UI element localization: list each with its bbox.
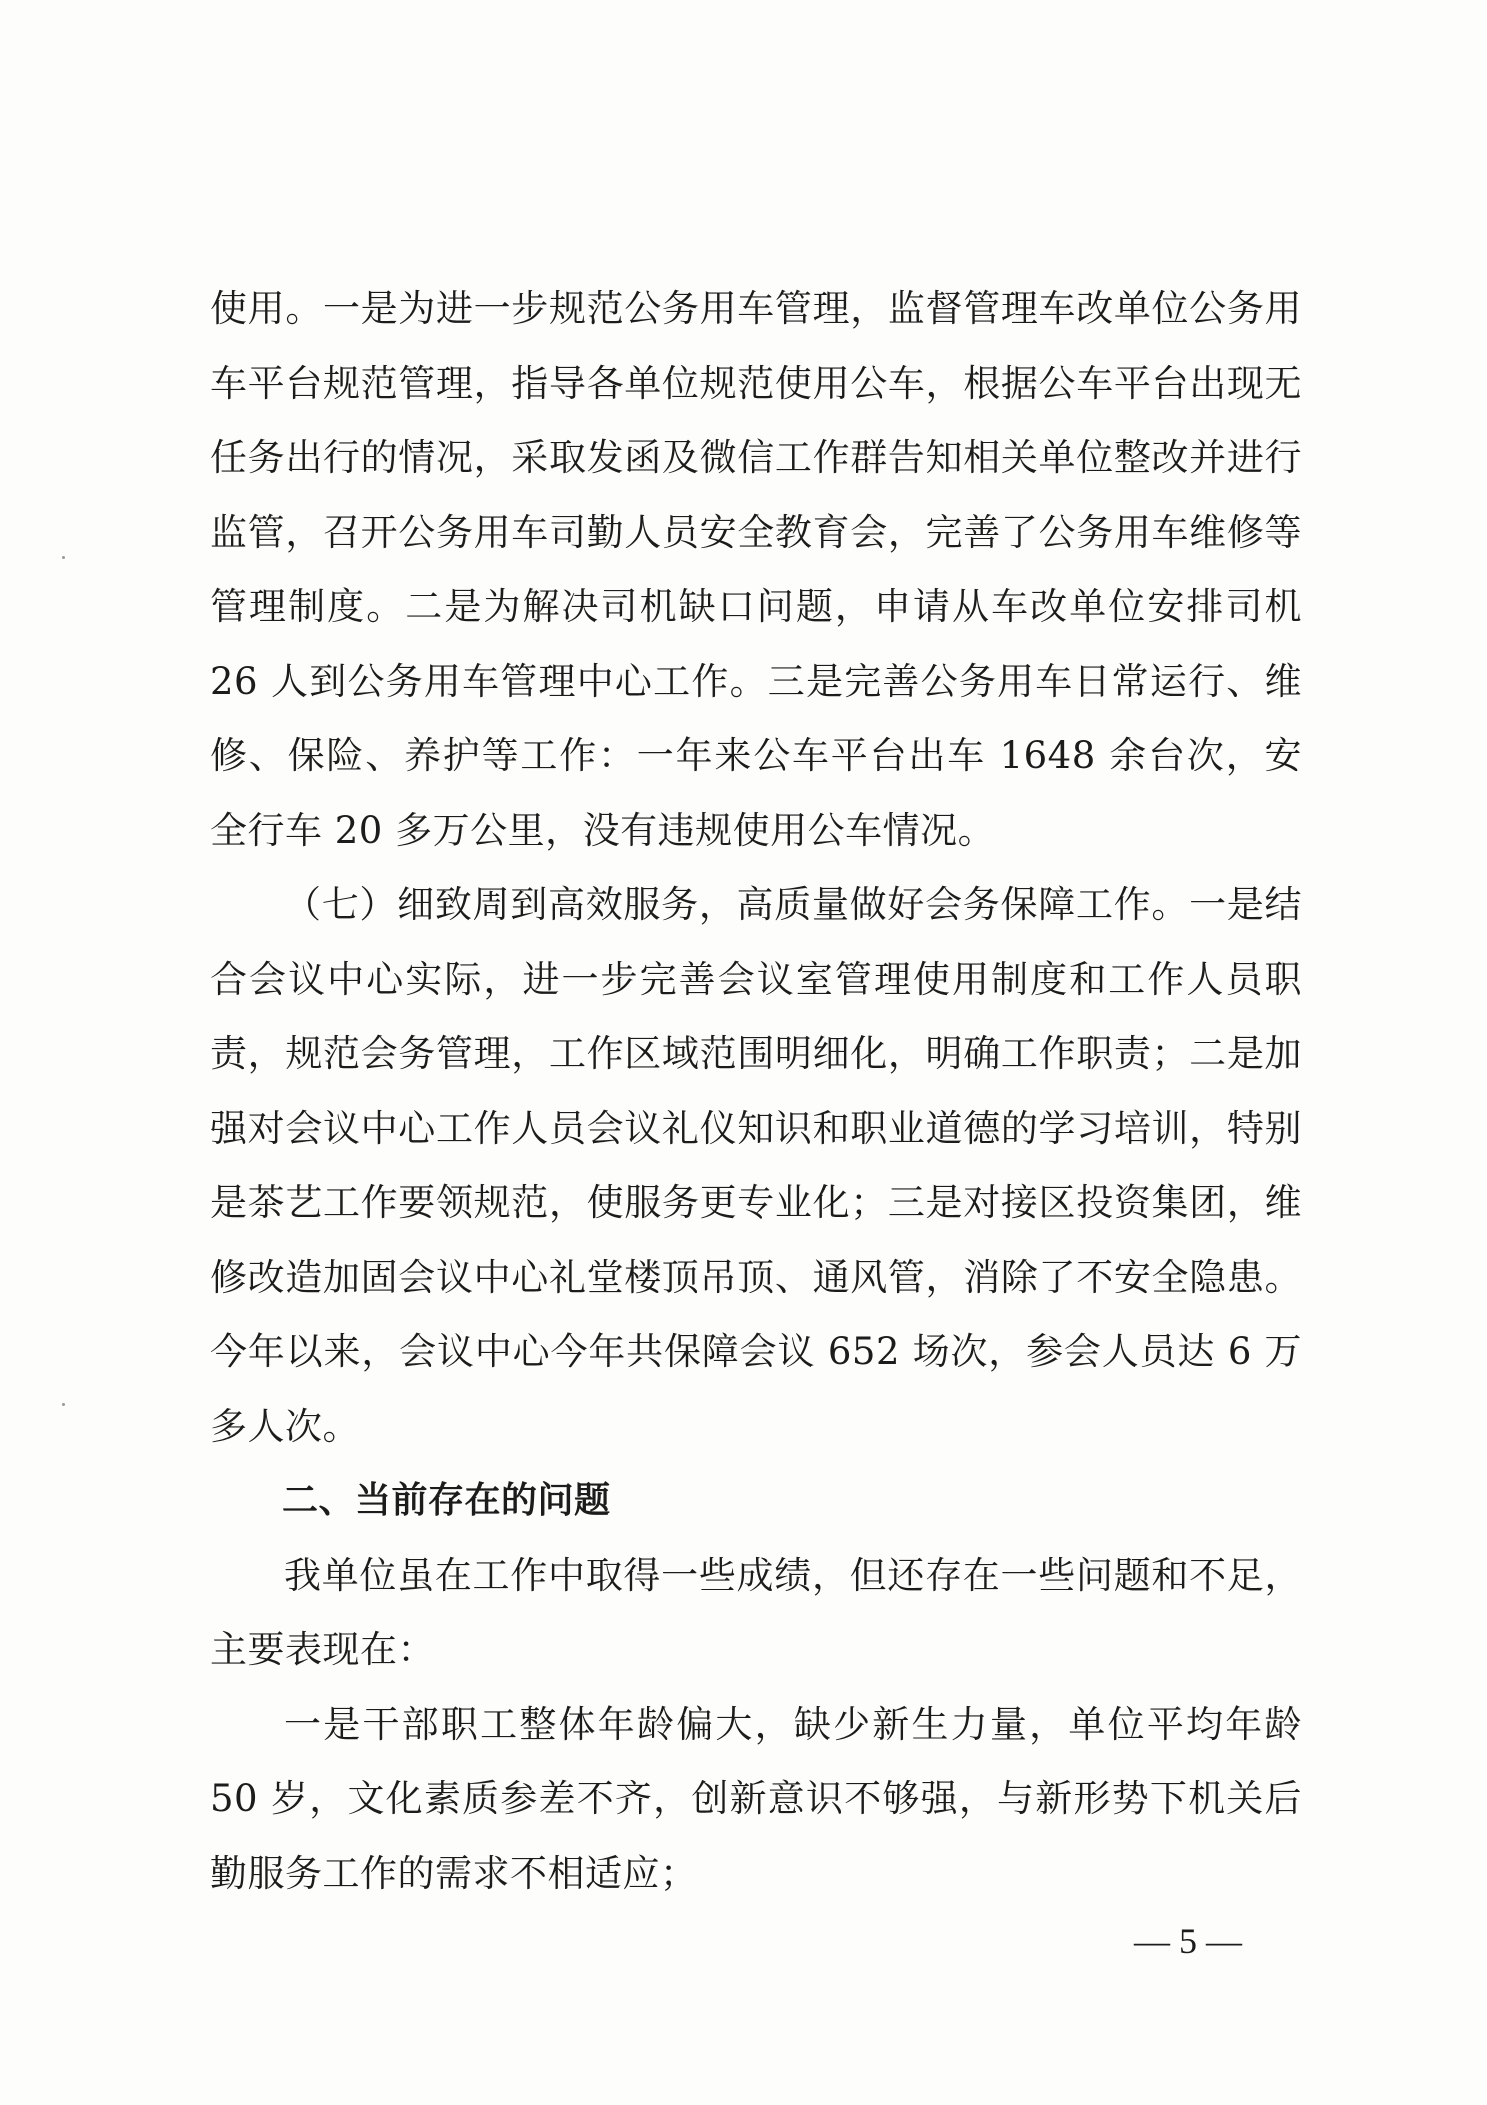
paragraph-problems-intro: 我单位虽在工作中取得一些成绩，但还存在一些问题和不足，主要表现在：: [210, 1553, 1302, 1671]
paragraph-conference-service: （七）细致周到高效服务，高质量做好会务保障工作。一是结合会议中心实际，进一步完善会议室管理使用制度和工作人员职责，规范会务管理，工作区域范围明细化，明确工作职责；二是加强对会议中心工作人员会议礼仪知识和职业道德的学习培训，特别是茶艺工作要领规范，使服务更专业化；三是对接区投资集团，维修改造加固会议中心礼堂楼顶吊顶、通风管，消除了不安全隐患。今年以来，会议中心今年共保障会议 652 场次，参会人员达 6 万多人次。: [210, 883, 1302, 1448]
page-number: — 5 —: [1134, 1921, 1242, 1961]
paragraph-vehicle-management: 使用。一是为进一步规范公务用车管理，监督管理车改单位公务用车平台规范管理，指导各单位规范使用公车，根据公车平台出现无任务出行的情况，采取发函及微信工作群告知相关单位整改并进行监管，召开公务用车司勤人员安全教育会，完善了公务用车维修等管理制度。二是为解决司机缺口问题，申请从车改单位安排司机 26 人到公务用车管理中心工作。三是完善公务用车日常运行、维修、保险、养护等工作：一年来公车平台出车 1648 余台次，安全行车 20 多万公里，没有违规使用公车情况。: [210, 287, 1302, 852]
scan-speck: [62, 556, 65, 559]
section-heading-current-problems: 二、当前存在的问题: [282, 1480, 611, 1521]
paragraph-problem-one: 一是干部职工整体年龄偏大，缺少新生力量，单位平均年龄 50 岁，文化素质参差不齐，创新意识不够强，与新形势下机关后勤服务工作的需求不相适应；: [210, 1702, 1302, 1895]
document-body: [210, 272, 1302, 1911]
scan-speck: [62, 1403, 65, 1406]
